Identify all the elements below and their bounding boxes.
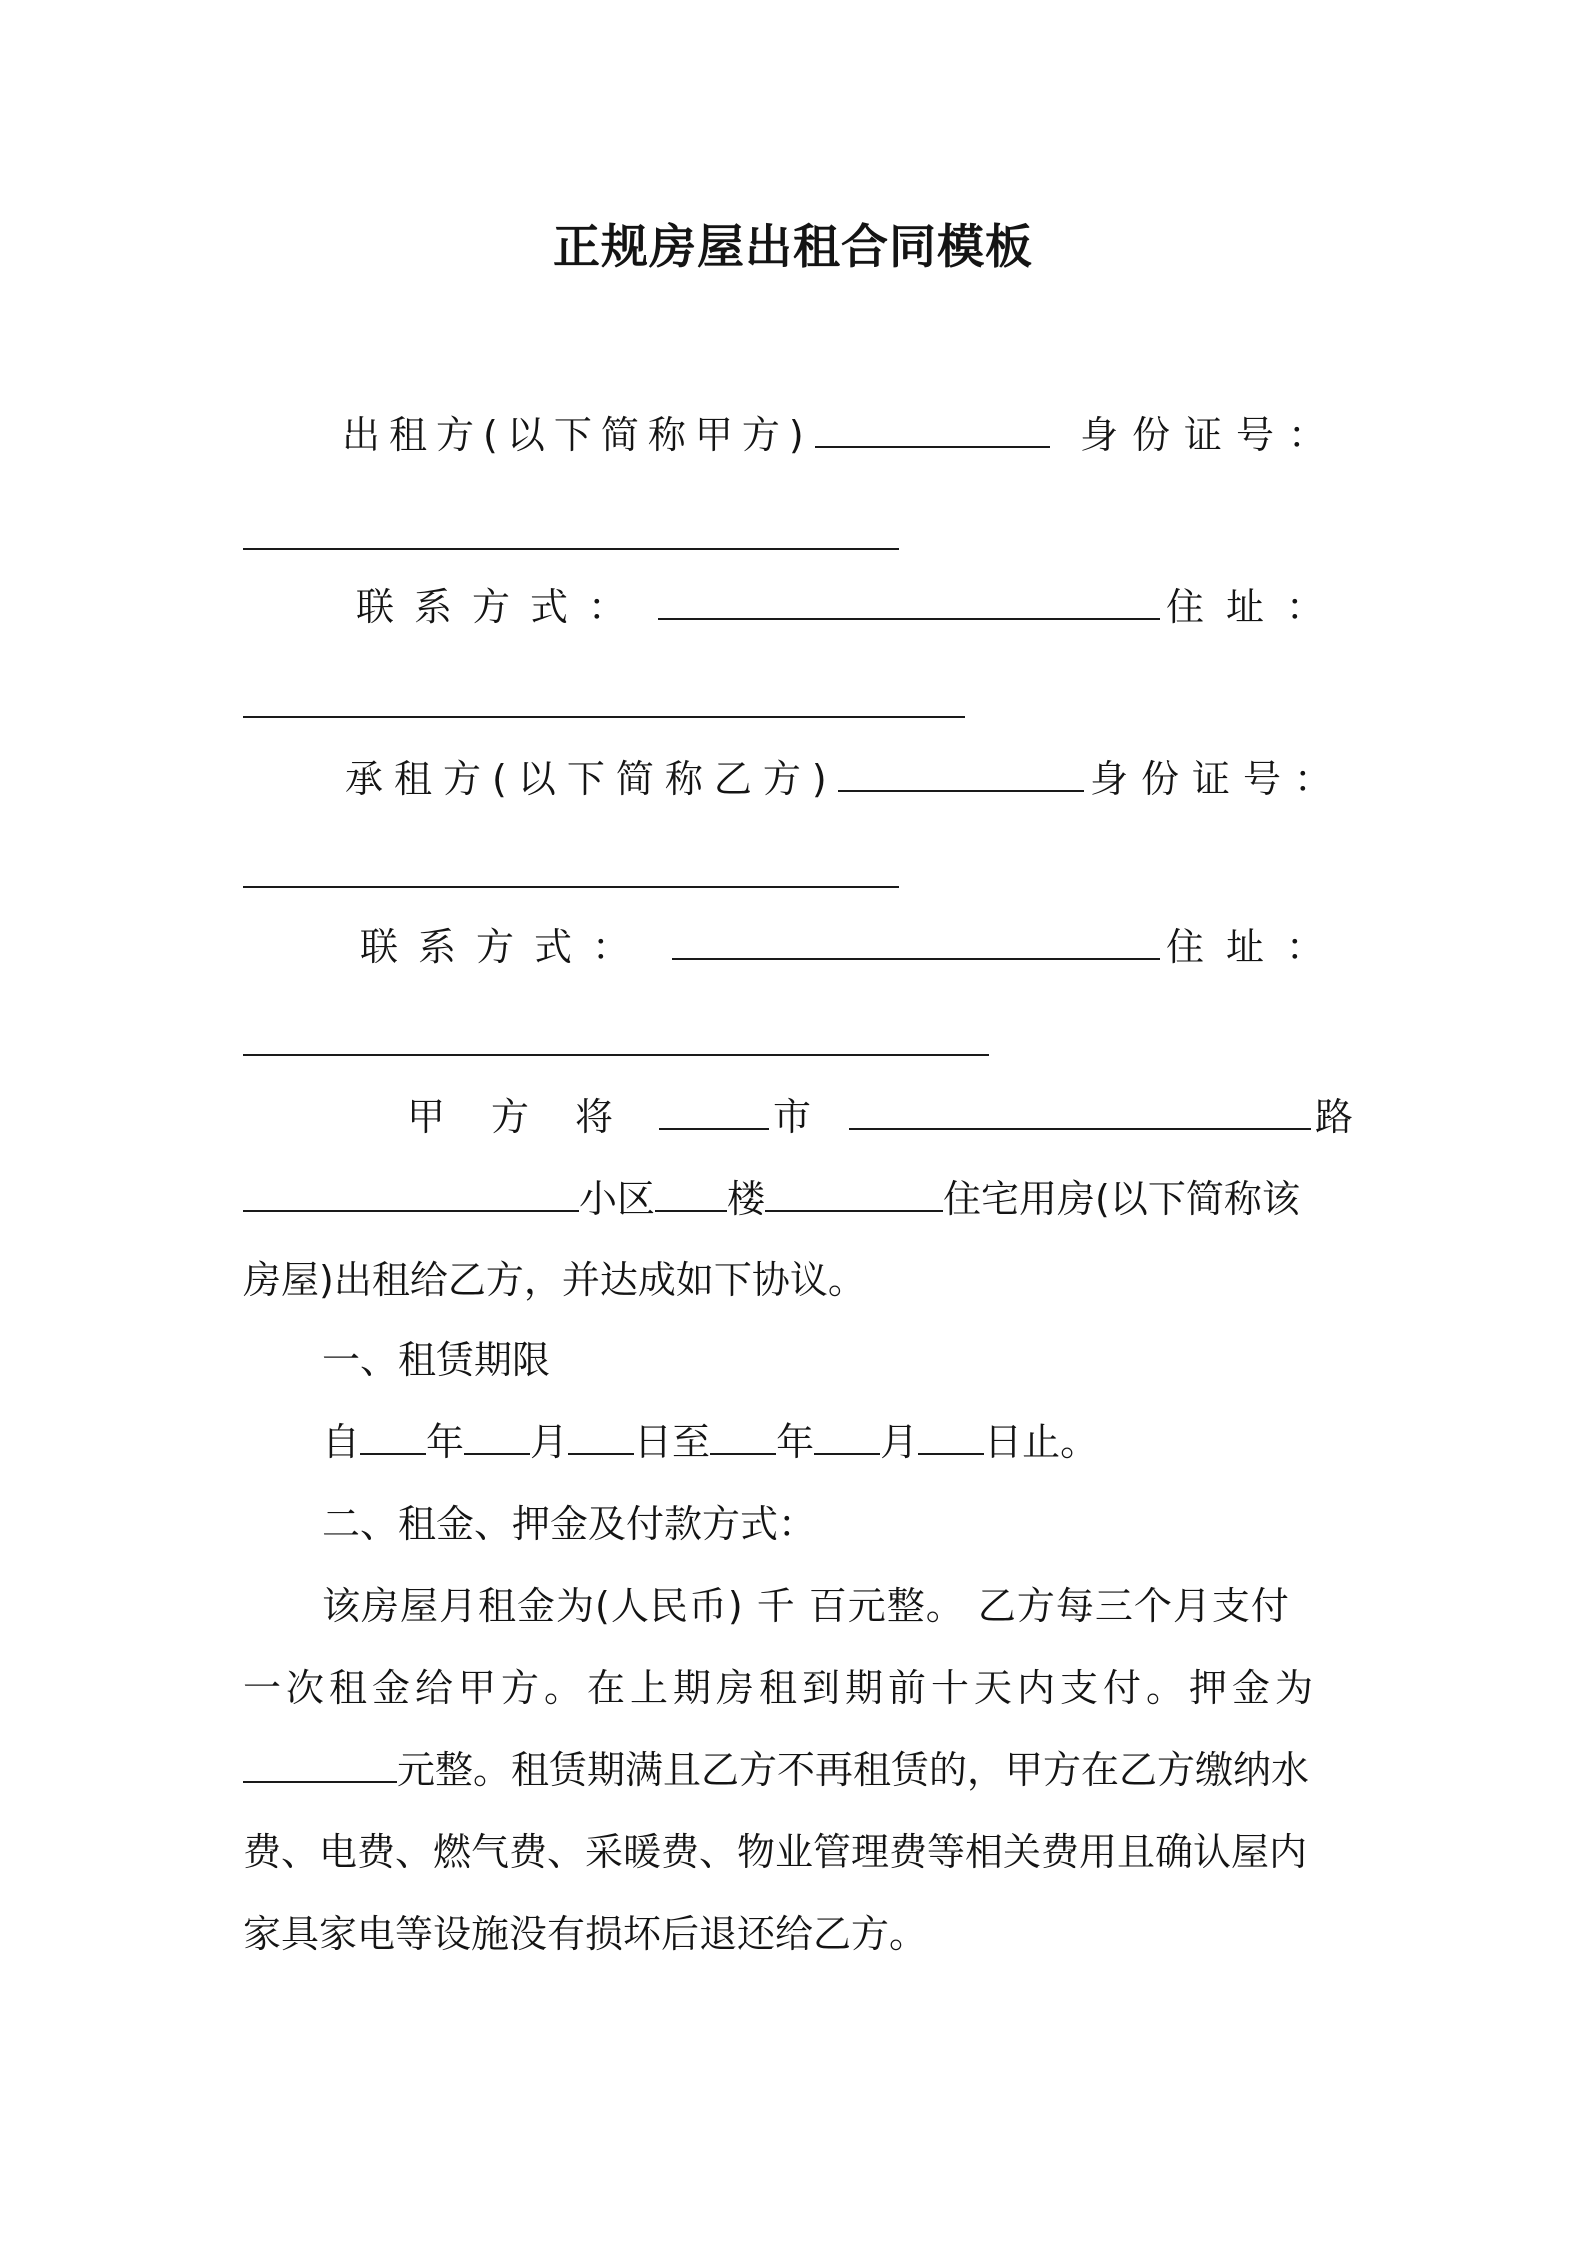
- premises-line-3: 房屋)出租给乙方，并达成如下协议。: [243, 1258, 866, 1302]
- city-label: 市: [773, 1095, 812, 1139]
- lessor-contact-line: [356, 580, 1346, 633]
- lessor-label: 出租方(以下简称甲方): [342, 413, 813, 457]
- lessee-line: [345, 752, 1345, 805]
- city-field[interactable]: [659, 1090, 769, 1130]
- lessee-contact-field[interactable]: [672, 920, 1160, 960]
- rent-line-1: 该房屋月租金为(人民币) 千 百元整。 乙方每三个月支付: [322, 1584, 1290, 1628]
- rent-line-4: 费、电费、燃气费、采暖费、物业管理费等相关费用且确认屋内: [243, 1830, 1308, 1874]
- lessee-address-field[interactable]: [243, 1016, 989, 1056]
- document-title: 正规房屋出租合同模板: [553, 220, 1033, 275]
- rent-line-5: 家具家电等设施没有损坏后退还给乙方。: [243, 1912, 928, 1956]
- lessee-name-field[interactable]: [838, 752, 1084, 792]
- end-day-label: 日止。: [984, 1420, 1099, 1464]
- start-day-field[interactable]: [568, 1419, 634, 1455]
- premises-line2-tail: 住宅用房(以下简称该: [943, 1177, 1300, 1221]
- end-year-field[interactable]: [710, 1419, 776, 1455]
- rent-line-2: 一次租金给甲方。在上期房租到期前十天内支付。押金为: [243, 1666, 1319, 1710]
- building-label: 楼: [727, 1177, 766, 1221]
- lessee-address-label: 住址：: [1165, 925, 1346, 969]
- end-day-field[interactable]: [918, 1419, 984, 1455]
- lessee-id-label: 身份证号：: [1089, 757, 1345, 801]
- section1-heading: 一、租赁期限: [322, 1338, 551, 1382]
- section2-heading: 二、租金、押金及付款方式：: [322, 1502, 817, 1546]
- lessor-id-label: 身份证号：: [1079, 413, 1340, 457]
- premises-line-1: [407, 1090, 1357, 1143]
- lessor-contact-label: 联系方式：: [356, 585, 647, 629]
- community-field[interactable]: [243, 1172, 579, 1212]
- rent-line-3: [243, 1744, 1309, 1796]
- lessor-address-field[interactable]: [243, 678, 965, 718]
- community-label: 小区: [579, 1177, 656, 1221]
- lessee-contact-label: 联系方式：: [360, 925, 651, 969]
- lessor-address-label: 住址：: [1165, 585, 1346, 629]
- deposit-field[interactable]: [243, 1747, 397, 1783]
- premises-lead: 甲方将: [407, 1095, 660, 1139]
- premises-line-2: [243, 1172, 1355, 1225]
- end-month-label: 月: [880, 1420, 919, 1464]
- start-month-field[interactable]: [464, 1419, 530, 1455]
- building-field[interactable]: [765, 1172, 943, 1212]
- start-month-label: 月: [530, 1420, 569, 1464]
- unit-field[interactable]: [655, 1172, 727, 1212]
- lessor-name-field[interactable]: [815, 408, 1050, 448]
- start-year-field[interactable]: [360, 1419, 426, 1455]
- lessor-id-field[interactable]: [243, 510, 899, 550]
- road-field[interactable]: [849, 1090, 1311, 1130]
- rent-line3-tail: 元整。租赁期满且乙方不再租赁的，甲方在乙方缴纳水: [397, 1748, 1310, 1792]
- term-from: 自: [322, 1420, 361, 1464]
- end-month-field[interactable]: [814, 1419, 880, 1455]
- lessor-contact-field[interactable]: [658, 580, 1160, 620]
- start-day-label: 日至: [634, 1420, 711, 1464]
- start-year-label: 年: [426, 1420, 465, 1464]
- lessor-line: [342, 408, 1340, 461]
- lease-term-line: [322, 1416, 1098, 1468]
- road-label: 路: [1315, 1095, 1354, 1139]
- lessee-contact-line: [360, 920, 1346, 973]
- end-year-label: 年: [776, 1420, 815, 1464]
- lessee-id-field[interactable]: [243, 848, 899, 888]
- lessee-label: 承租方(以下简称乙方): [345, 757, 838, 801]
